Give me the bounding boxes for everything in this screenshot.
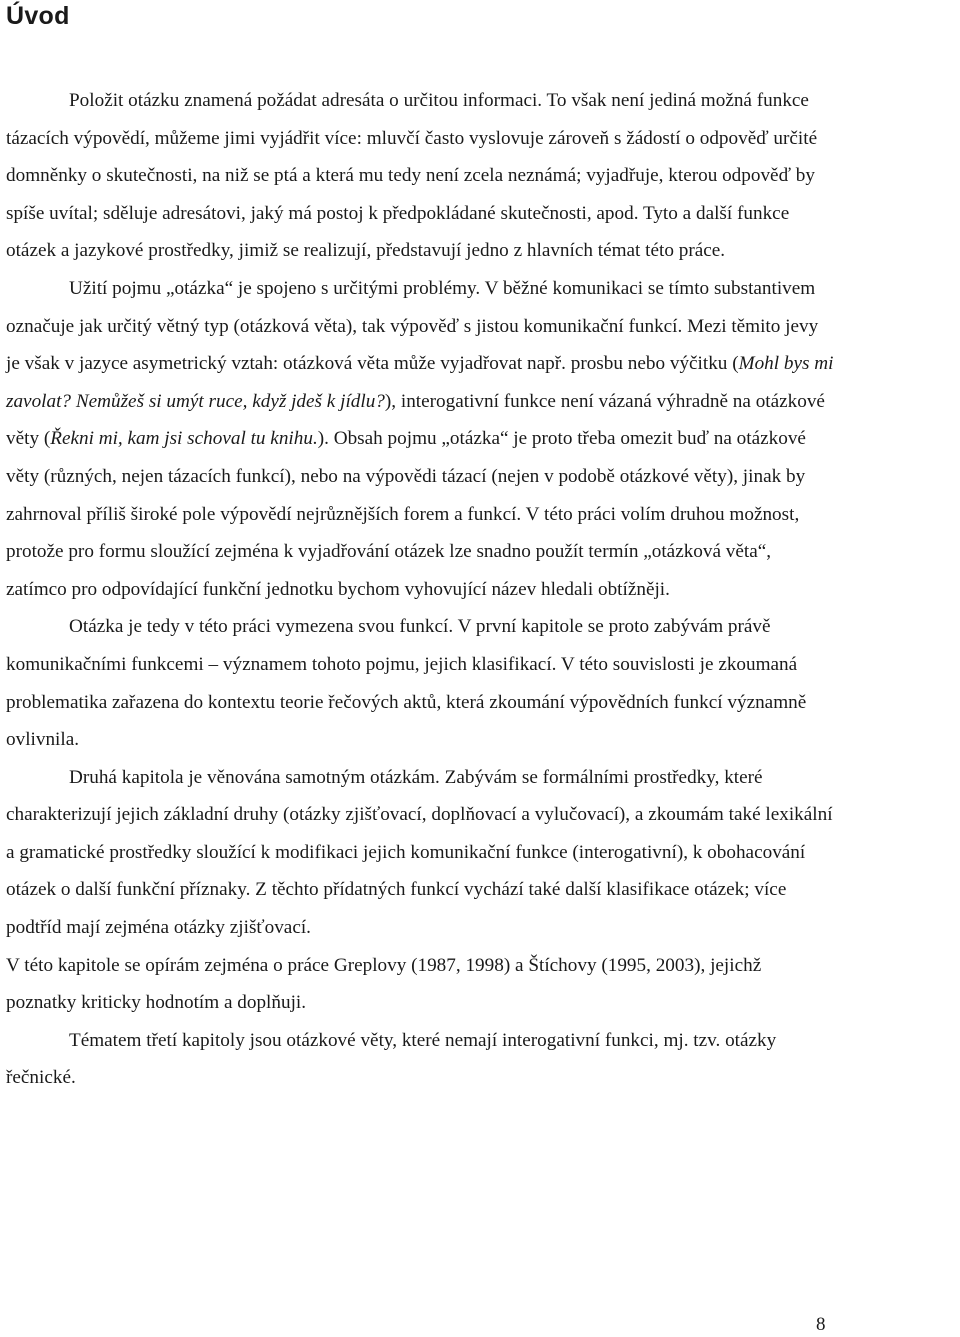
- paragraph-1: Položit otázku znamená požádat adresáta o určitou informaci. To však není jediná možná funkce tázacích výpovědí, můžeme jimi vyjádřit více: mluvčí často vyslovuje zároveň s žádostí o odpověď určité domněnky o skutečnosti, na niž se ptá a která mu tedy není zcela neznámá; vyjadřuje, kterou odpověď by spíše uvítal; sděluje adresátovi, jaký má postoj k předpokládané skutečnosti, apod. Tyto a další funkce otázek a jazykové prostředky, jimiž se realizují, představují jedno z hlavních témat této práce.: [6, 90, 818, 262]
- paragraph-6: Tématem třetí kapitoly jsou otázkové věty, které nemají interogativní funkci, mj. tzv. otázky řečnické.: [6, 1029, 777, 1089]
- paragraph-2-part-b: ), interogativní funkce není vázaná výhradně na otázkové věty (: [6, 390, 825, 450]
- paragraph-3: Otázka je tedy v této práci vymezena svou funkcí. V první kapitole se proto zabývám právě komunikačními funkcemi – významem tohoto pojmu, jejich klasifikací. V této souvislosti je zkoumaná problematika zařazena do kontextu teorie řečových aktů, která zkoumání výpovědních funkcí významně ovlivnila.: [6, 616, 807, 751]
- paragraph-2-part-c: ). Obsah pojmu „otázka“ je proto třeba omezit buď na otázkové věty (různých, nejen tázacích funkcí), nebo na výpovědi tázací (nejen v podobě otázkové věty), jinak by zahrnoval příliš široké pole výpovědí nejrůznějších forem a funkcí. V této práci volím druhou možnost, protože pro formu sloužící zejména k vyjadřování otázek lze snadno použít termín „otázková věta“, zatímco pro odpovídající funkční jednotku bychom vyhovující název hledali obtížněji.: [6, 428, 806, 600]
- section-heading: Úvod: [6, 2, 70, 30]
- paragraph-2: [6, 270, 836, 608]
- example-questions: Mohl bys mi zavolat? Nemůžeš si umýt ruce, když jdeš k jídlu?: [6, 353, 834, 412]
- body-text: [6, 82, 836, 1097]
- paragraph-4: Druhá kapitola je věnována samotným otázkám. Zabývám se formálními prostředky, které charakterizují jejich základní druhy (otázky zjišťovací, doplňovací a vylučovací), a zkoumám také lexikální a gramatické prostředky sloužící k modifikaci jejich komunikační funkce (interogativní), k obohacování otázek o další funkční příznaky. Z těchto přídatných funkcí vychází také další klasifikace otázek; více podtříd mají zejména otázky zjišťovací.: [6, 766, 833, 939]
- paragraph-5: V této kapitole se opírám zejména o práce Greplovy (1987, 1998) a Štíchovy (1995, 2003), jejichž poznatky kriticky hodnotím a doplňuji.: [6, 954, 762, 1014]
- page-number: 8: [816, 1314, 826, 1335]
- paragraph-2-part-a: Užití pojmu „otázka“ je spojeno s určitými problémy. V běžné komunikaci se tímto substantivem označuje jak určitý větný typ (otázková věta), tak výpověď s jistou komunikační funkcí. Mezi těmito jevy je však v jazyce asymetrický vztah: otázková věta může vyjadřovat např. prosbu nebo výčitku (: [6, 277, 819, 375]
- example-imperative: Řekni mi, kam jsi schoval tu knihu.: [50, 428, 318, 450]
